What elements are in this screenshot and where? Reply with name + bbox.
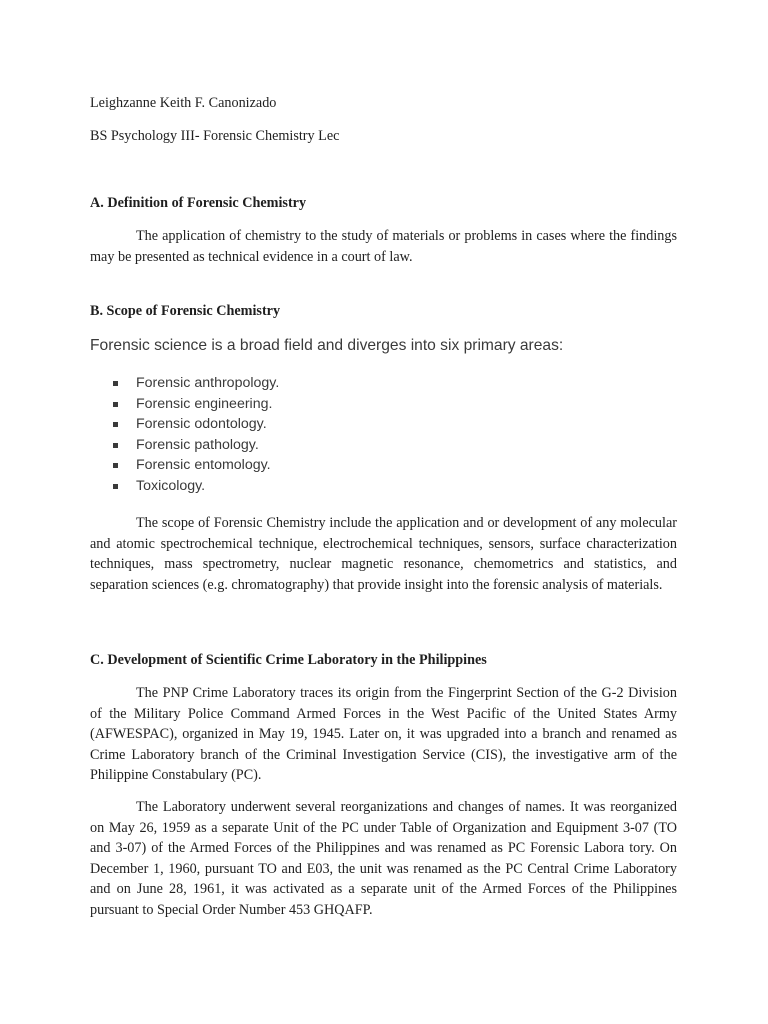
section-c-heading: C. Development of Scientific Crime Laboratory in the Philippines xyxy=(90,652,487,668)
author-name: Leighzanne Keith F. Canonizado xyxy=(90,95,277,111)
list-item: Toxicology. xyxy=(110,476,279,497)
section-b-heading: B. Scope of Forensic Chemistry xyxy=(90,303,281,319)
square-bullet-icon xyxy=(113,381,118,386)
square-bullet-icon xyxy=(113,443,118,448)
course-line: BS Psychology III- Forensic Chemistry Lec xyxy=(90,128,340,144)
list-item: Forensic entomology. xyxy=(110,455,279,476)
section-b-intro: Forensic science is a broad field and diverges into six primary areas: xyxy=(90,337,564,354)
section-a-paragraph: The application of chemistry to the study of materials or problems in cases where the findings may be presented as technical evidence in a court of law. xyxy=(90,228,677,265)
square-bullet-icon xyxy=(113,402,118,407)
primary-areas-list xyxy=(110,373,279,497)
list-item: Forensic anthropology. xyxy=(110,373,279,394)
square-bullet-icon xyxy=(113,463,118,468)
section-a-heading: A. Definition of Forensic Chemistry xyxy=(90,195,307,211)
list-item: Forensic engineering. xyxy=(110,394,279,415)
section-c-paragraph-1: The PNP Crime Laboratory traces its origin from the Fingerprint Section of the G-2 Division of the Military Police Command Armed Forces in the West Pacific of the United States Army (AFWESPAC), organized in May 19, 1945. Later on, it was upgraded into a branch and renamed as Crime Laboratory branch of the Criminal Investigation Service (CIS), the investigative arm of the Philippine Constabulary (PC). xyxy=(90,685,677,784)
section-c-paragraph-2: The Laboratory underwent several reorganizations and changes of names. It was reorganized on May 26, 1959 as a separate Unit of the PC under Table of Organization and Equipment 3-07 (TO and 3-07) of the Armed Forces of the Philippines and was renamed as PC Forensic Labora tory. On December 1, 1960, pursuant TO and E03, the unit was renamed as the PC Central Crime Laboratory and on June 28, 1961, it was activated as a separate unit of the Armed Forces of the Philippines pursuant to Special Order Number 453 GHQAFP. xyxy=(90,799,677,918)
list-item: Forensic odontology. xyxy=(110,414,279,435)
list-item: Forensic pathology. xyxy=(110,435,279,456)
section-b-paragraph: The scope of Forensic Chemistry include the application and or development of any molecular and atomic spectrochemical technique, electrochemical techniques, sensors, surface characterization techniques, mass spectrometry, nuclear magnetic resonance, chemometrics and statistics, and separation sciences (e.g. chromatography) that provide insight into the forensic analysis of materials. xyxy=(90,515,677,593)
square-bullet-icon xyxy=(113,422,118,427)
square-bullet-icon xyxy=(113,484,118,489)
